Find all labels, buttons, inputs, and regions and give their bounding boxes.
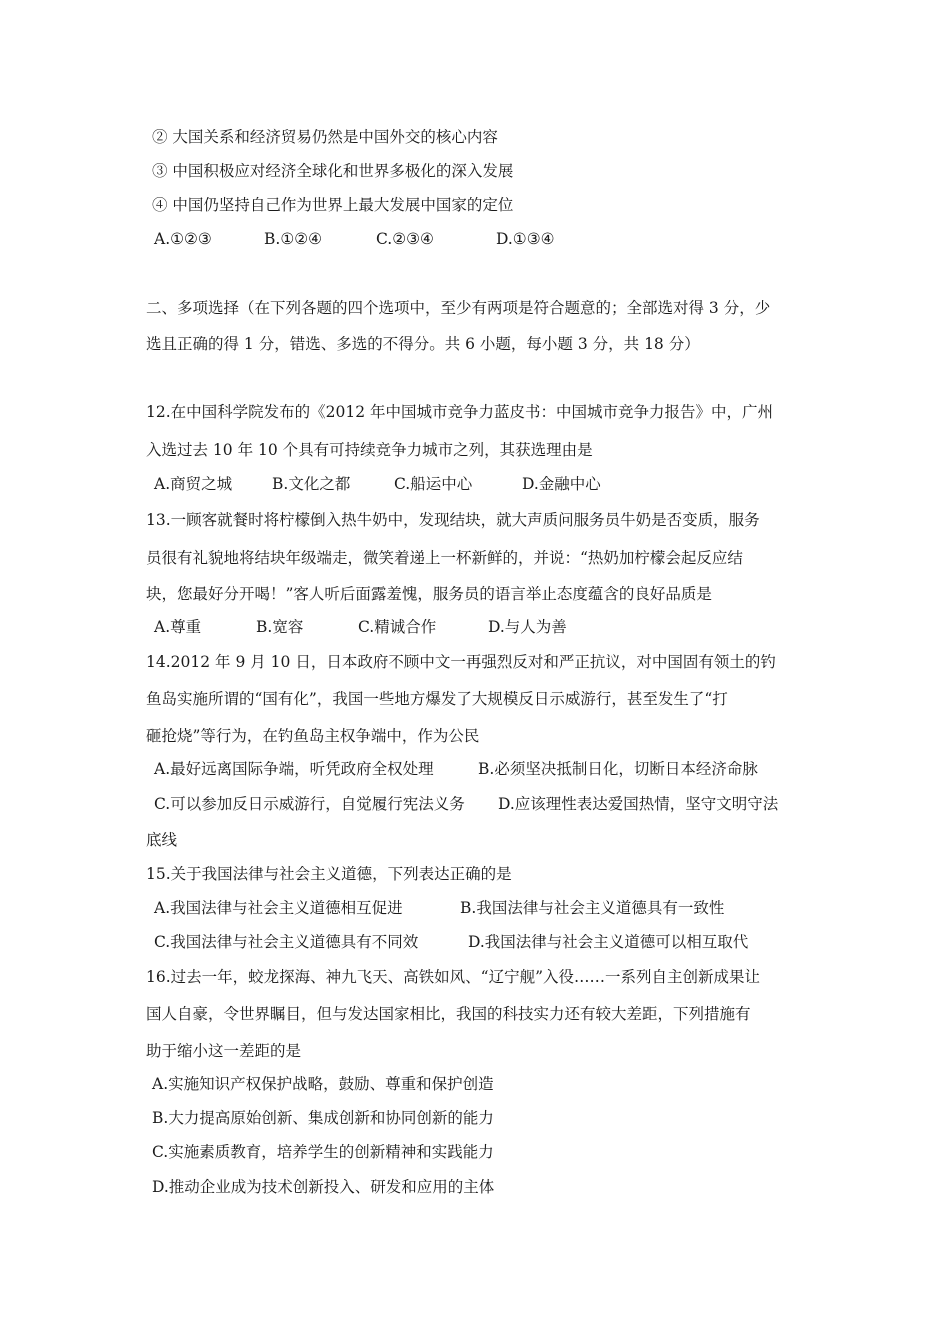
q13-option-d: D.与人为善 <box>488 618 567 636</box>
q11-option-a: A.①②③ <box>154 230 212 248</box>
q15-stem: 15.关于我国法律与社会主义道德，下列表达正确的是 <box>146 865 512 883</box>
q12-stem-line1: 12.在中国科学院发布的《2012 年中国城市竞争力蓝皮书：中国城市竞争力报告》中，广州 <box>146 403 774 421</box>
q12-option-a: A.商贸之城 <box>154 475 233 493</box>
q15-option-d: D.我国法律与社会主义道德可以相互取代 <box>468 933 749 951</box>
q14-option-d: D.应该理性表达爱国热情，坚守文明守法 <box>498 795 779 813</box>
q14-option-d-continuation: 底线 <box>146 831 178 849</box>
q11-item-4: ④ 中国仍坚持自己作为世界上最大发展中国家的定位 <box>152 196 514 214</box>
q12-stem-line2: 入选过去 10 年 10 个具有可持续竞争力城市之列，其获选理由是 <box>146 441 593 459</box>
q14-option-c: C.可以参加反日示威游行，自觉履行宪法义务 <box>154 795 465 813</box>
q16-stem-line3: 助于缩小这一差距的是 <box>146 1042 302 1060</box>
q14-stem-line2: 鱼岛实施所谓的“国有化”，我国一些地方爆发了大规模反日示威游行，甚至发生了“打 <box>146 690 728 708</box>
q16-stem-line1: 16.过去一年，蛟龙探海、神九飞天、高铁如风、“辽宁舰”入役……一系列自主创新成果让 <box>146 968 761 986</box>
q16-option-a: A.实施知识产权保护战略，鼓励、尊重和保护创造 <box>152 1075 494 1093</box>
section2-heading-line1: 二、多项选择（在下列各题的四个选项中，至少有两项是符合题意的；全部选对得 3 分，少 <box>146 299 771 317</box>
q11-option-c: C.②③④ <box>376 230 434 248</box>
q13-option-c: C.精诚合作 <box>358 618 437 636</box>
q13-option-b: B.宽容 <box>256 618 304 636</box>
q13-stem-line2: 员很有礼貌地将结块年级端走，微笑着递上一杯新鲜的，并说：“热奶加柠檬会起反应结 <box>146 549 743 567</box>
q14-option-b: B.必须坚决抵制日化，切断日本经济命脉 <box>478 760 758 778</box>
q12-option-c: C.船运中心 <box>394 475 473 493</box>
q13-stem-line1: 13.一顾客就餐时将柠檬倒入热牛奶中，发现结块，就大声质问服务员牛奶是否变质，服务 <box>146 511 760 529</box>
q16-option-c: C.实施素质教育，培养学生的创新精神和实践能力 <box>152 1143 494 1161</box>
q12-option-d: D.金融中心 <box>522 475 601 493</box>
q11-item-3: ③ 中国积极应对经济全球化和世界多极化的深入发展 <box>152 162 514 180</box>
q16-option-b: B.大力提高原始创新、集成创新和协同创新的能力 <box>152 1109 494 1127</box>
q15-option-a: A.我国法律与社会主义道德相互促进 <box>154 899 403 917</box>
q13-stem-line3: 块，您最好分开喝！”客人听后面露羞愧，服务员的语言举止态度蕴含的良好品质是 <box>146 585 712 603</box>
q11-option-d: D.①③④ <box>496 230 555 248</box>
q14-stem-line1: 14.2012 年 9 月 10 日，日本政府不顾中文一再强烈反对和严正抗议，对中国固有领土的钓 <box>146 653 776 671</box>
q11-item-2: ② 大国关系和经济贸易仍然是中国外交的核心内容 <box>152 128 498 146</box>
q12-option-b: B.文化之都 <box>272 475 351 493</box>
section2-heading-line2: 选且正确的得 1 分，错选、多选的不得分。共 6 小题，每小题 3 分，共 18 分） <box>146 335 700 353</box>
q13-option-a: A.尊重 <box>154 618 202 636</box>
q15-option-b: B.我国法律与社会主义道德具有一致性 <box>460 899 725 917</box>
q16-stem-line2: 国人自豪，令世界瞩目，但与发达国家相比，我国的科技实力还有较大差距，下列措施有 <box>146 1005 751 1023</box>
q11-option-b: B.①②④ <box>264 230 323 248</box>
q16-option-d: D.推动企业成为技术创新投入、研发和应用的主体 <box>152 1178 495 1196</box>
q14-option-a: A.最好远离国际争端，听凭政府全权处理 <box>154 760 434 778</box>
q15-option-c: C.我国法律与社会主义道德具有不同效 <box>154 933 419 951</box>
q14-stem-line3: 砸抢烧”等行为，在钓鱼岛主权争端中，作为公民 <box>146 727 480 745</box>
